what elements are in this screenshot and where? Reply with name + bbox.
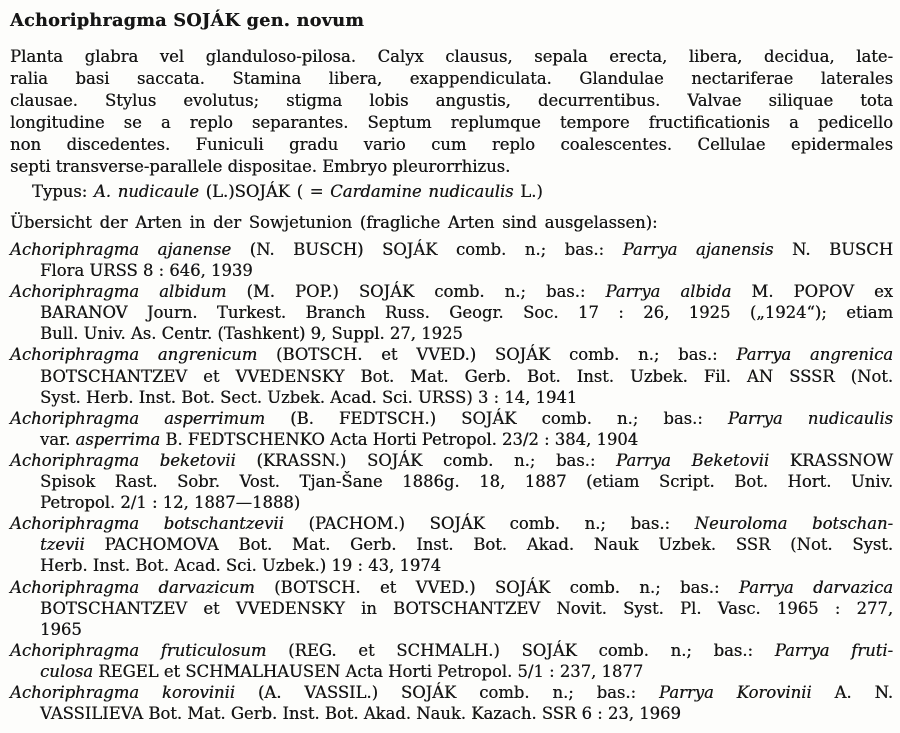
species-name-italic: Parrya Beketovii [616, 450, 790, 470]
species-entry-botschantzevii [10, 513, 893, 576]
diagnosis-line: non discedentes. Funiculi gradu vario cum replo coalescentes. Cellulae epidermales [10, 135, 893, 154]
entry-line [10, 366, 893, 387]
text-run: (A. VASSIL.) SOJÁK comb. n.; bas.: [257, 682, 659, 702]
diagnosis-line: clausae. Stylus evolutus; stigma lobis angustis, decurrentibus. Valvae siliquae tota [10, 91, 893, 110]
text-run: (REG. et SCHMALH.) SOJÁK comb. n.; bas.: [288, 640, 775, 660]
entry-line [10, 450, 893, 471]
overview-heading: Übersicht der Arten in der Sowjetunion (fragliche Arten sind ausgelassen): [10, 213, 658, 232]
species-entry-darvazicum [10, 577, 893, 640]
text-run: BOTSCHANTZEV et VVEDENSKY Bot. Mat. Gerb. Bot. Inst. Uzbek. Fil. AN SSSR (Not. [40, 366, 893, 386]
text-run: (N. BUSCH) SOJÁK comb. n.; bas.: [249, 240, 623, 259]
species-name-italic: Parrya angrenica [736, 345, 893, 365]
entry-line [10, 682, 893, 703]
species-entry-ajanense [10, 239, 893, 281]
species-name-italic: Parrya ajanensis [622, 240, 792, 259]
text-run: A. N. [834, 682, 894, 702]
entry-line [10, 513, 893, 534]
entry-line [10, 577, 893, 598]
species-entry-angrenicum [10, 344, 893, 407]
text-run: N. BUSCH [792, 240, 893, 259]
entry-line [10, 640, 893, 661]
species-list [10, 239, 893, 724]
text-run: Spisok Rast. Sobr. Vost. Tjan-Šane 1886g. 18, 1887 (etiam Script. Bot. Hort. Univ. [40, 472, 893, 492]
entry-line [10, 534, 893, 555]
species-name-italic: Parrya Korovinii [658, 682, 835, 702]
text-run: VASSILIEVA Bot. Mat. Gerb. Inst. Bot. Akad. Nauk. Kazach. SSR 6 : 23, 1969 [40, 704, 681, 724]
species-name-italic: Parrya fruti- [774, 640, 894, 660]
text-run: Herb. Inst. Bot. Acad. Sci. Uzbek.) 19 : 43, 1974 [40, 556, 442, 576]
entry-line [10, 408, 893, 429]
entry-line [10, 703, 893, 724]
entry-line [10, 429, 893, 450]
entry-line [10, 302, 893, 323]
species-entry-asperrimum [10, 408, 893, 450]
text-run: BARANOV Journ. Turkest. Branch Russ. Geogr. Soc. 17 : 26, 1925 („1924“); etiam [40, 303, 893, 323]
species-name-italic: Achoriphragma darvazicum [10, 577, 275, 597]
text-run: B. FEDTSCHENKO Acta Horti Petropol. 23/2 : 384, 1904 [165, 429, 639, 449]
text-run: Flora URSS 8 : 646, 1939 [40, 261, 253, 281]
text-run: Petropol. 2/1 : 12, 1887—1888) [40, 493, 301, 513]
species-entry-korovinii [10, 682, 893, 724]
typus-label: Typus: [32, 182, 94, 201]
species-entry-beketovii [10, 450, 893, 513]
text-run: Syst. Herb. Inst. Bot. Sect. Uzbek. Acad. Sci. URSS) 3 : 14, 1941 [40, 387, 578, 407]
entry-line [10, 598, 893, 619]
entry-line [10, 260, 893, 281]
species-name-italic: Parrya albida [605, 282, 752, 302]
species-name-italic: culosa [40, 661, 99, 681]
entry-line [10, 492, 893, 513]
species-entry-fruticulosum [10, 640, 893, 682]
species-name-italic: Parrya darvazica [738, 577, 893, 597]
text-run: (BOTSCH. et VVED.) SOJÁK comb. n.; bas.: [274, 577, 739, 597]
entry-line [10, 281, 893, 302]
species-name-italic: Achoriphragma korovinii [10, 682, 258, 702]
text-run: M. POPOV ex [751, 282, 894, 302]
entry-line [10, 555, 893, 576]
species-name-italic: Neuroloma botschan- [694, 514, 893, 534]
diagnosis-line: longitudine se a replo separantes. Septum replumque tempore fructificationis a pedicello [10, 113, 893, 132]
species-name-italic: A. nudicaule [93, 182, 206, 201]
text-run: REGEL et SCHMALHAUSEN Acta Horti Petropol. 5/1 : 237, 1877 [98, 661, 644, 681]
diagnosis-line: ralia basi saccata. Stamina libera, exappendiculata. Glandulae nectariferae laterales [10, 69, 893, 88]
species-name-italic: Achoriphragma fruticulosum [10, 640, 289, 660]
text-run: BOTSCHANTZEV et VVEDENSKY in BOTSCHANTZEV Novit. Syst. Pl. Vasc. 1965 : 277, [40, 598, 893, 618]
text-run: Bull. Univ. As. Centr. (Tashkent) 9, Suppl. 27, 1925 [40, 324, 463, 344]
typus-line [10, 181, 893, 203]
species-name-italic: asperrima [75, 429, 166, 449]
entry-line [10, 239, 893, 260]
species-name-italic: Parrya nudicaulis [727, 408, 893, 428]
entry-line [10, 661, 893, 682]
text-run: KRASSNOW [789, 450, 893, 470]
text-run: (KRASSN.) SOJÁK comb. n.; bas.: [256, 450, 617, 470]
text-run: (L.)SOJÁK ( = [205, 182, 331, 201]
entry-line [10, 323, 893, 344]
entry-line [10, 471, 893, 492]
text-run: L.) [520, 182, 543, 201]
species-name-italic: Achoriphragma asperrimum [10, 408, 291, 428]
text-run: (PACHOM.) SOJÁK comb. n.; bas.: [308, 514, 695, 534]
text-run: (BOTSCH. et VVED.) SOJÁK comb. n.; bas.: [276, 345, 737, 365]
species-name-italic: Achoriphragma ajanense [10, 240, 250, 259]
species-name-italic: Cardamine nudicaulis [330, 182, 521, 201]
genus-heading: Achoriphragma SOJÁK gen. novum [10, 10, 365, 31]
text-run: PACHOMOVA Bot. Mat. Gerb. Inst. Bot. Akad. Nauk Uzbek. SSR (Not. Syst. [104, 535, 893, 555]
text-run: (M. POP.) SOJÁK comb. n.; bas.: [246, 282, 606, 302]
species-name-italic: Achoriphragma albidum [10, 282, 247, 302]
species-name-italic: Achoriphragma angrenicum [10, 345, 276, 365]
latin-diagnosis [10, 46, 893, 178]
entry-line [10, 344, 893, 365]
species-name-italic: tzevii [40, 535, 105, 555]
text-run: 1965 [40, 619, 82, 639]
species-entry-albidum [10, 281, 893, 344]
text-run: (B. FEDTSCH.) SOJÁK comb. n.; bas.: [290, 408, 728, 428]
species-name-italic: Achoriphragma botschantzevii [10, 514, 309, 534]
species-name-italic: Achoriphragma beketovii [10, 450, 257, 470]
diagnosis-line: septi transverse-parallele dispositae. Embryo pleurorrhizus. [10, 157, 511, 176]
text-run: var. [40, 429, 76, 449]
diagnosis-line: Planta glabra vel glanduloso-pilosa. Calyx clausus, sepala erecta, libera, decidua, late- [10, 47, 893, 66]
entry-line [10, 619, 893, 640]
entry-line [10, 387, 893, 408]
